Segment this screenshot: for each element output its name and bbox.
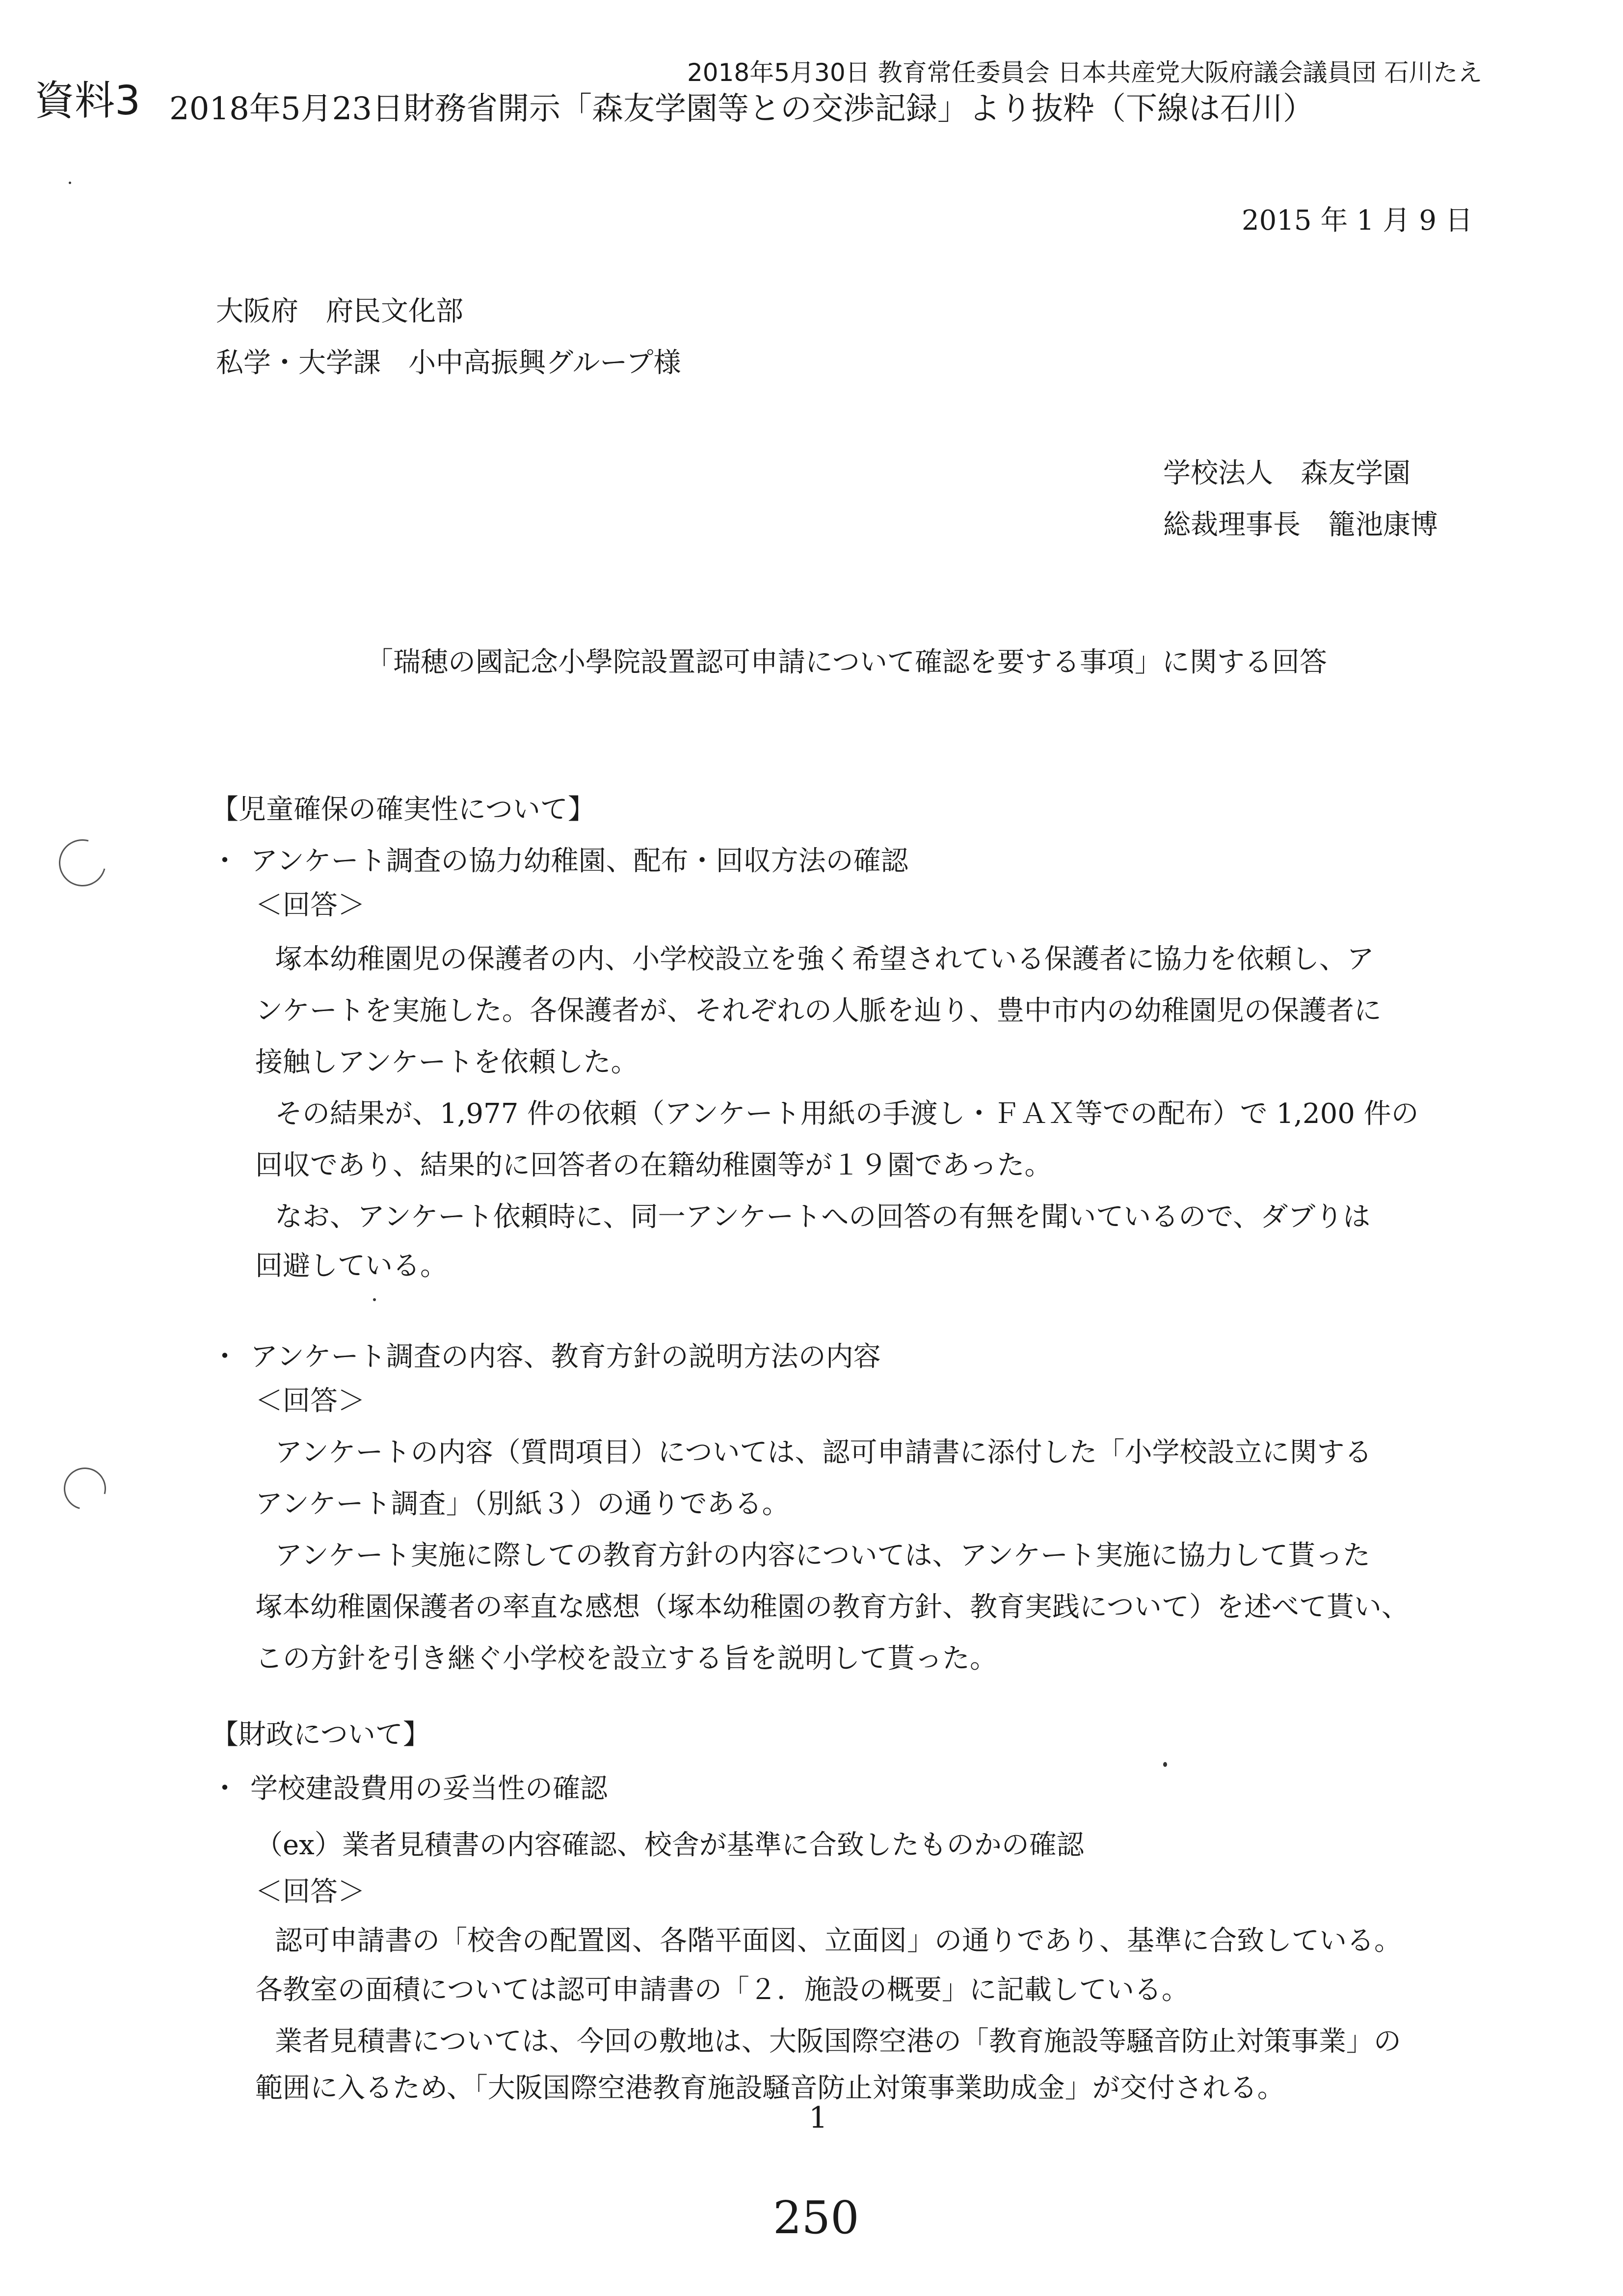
paragraph-line: 認可申請書の「校舎の配置図、各階平面図、立面図」の通りであり、基準に合致している。 [275, 1925, 1402, 1957]
paragraph-line: 範囲に入るため、「大阪国際空港教育施設騒音防止対策事業助成金」が交付される。 [255, 2072, 1285, 2104]
punch-hole-mark [50, 830, 114, 895]
bullet-text: アンケート調査の内容、教育方針の説明方法の内容 [250, 1341, 881, 1373]
bullet-mark: ・ [211, 1341, 239, 1373]
stamp-number: 250 [773, 2191, 859, 2244]
paragraph-line: 接触しアンケートを依頼した。 [255, 1046, 639, 1078]
bullet-mark: ・ [211, 845, 239, 877]
paragraph-line: 塚本幼稚園保護者の率直な感想（塚本幼稚園の教育方針、教育実践について）を述べて貰い、 [255, 1591, 1409, 1623]
answer-label: ＜回答＞ [255, 889, 365, 921]
paragraph-line: この方針を引き継ぐ小学校を設立する旨を説明して貰った。 [255, 1643, 997, 1675]
section-heading-child-enrollment: 【児童確保の確実性について】 [211, 794, 595, 826]
page-number: 1 [809, 2101, 828, 2135]
scan-speck [373, 1298, 376, 1301]
paragraph-line: 各教室の面積については認可申請書の「２．施設の概要」に記載している。 [255, 1974, 1189, 2006]
header-title: 2018年5月23日財務省開示「森友学園等との交渉記録」より抜粋（下線は石川） [169, 91, 1315, 127]
paragraph-line: なお、アンケート依頼時に、同一アンケートへの回答の有無を聞いているので、ダブりは [275, 1201, 1371, 1233]
header-meta: 2018年5月30日 教育常任委員会 日本共産党大阪府議会議員団 石川たえ [687, 58, 1483, 87]
bullet-item [211, 1767, 608, 1806]
sender-org: 学校法人 森友学園 [1163, 457, 1410, 489]
bullet-item [211, 1335, 881, 1374]
paragraph-line: ンケートを実施した。各保護者が、それぞれの人脈を辿り、豊中市内の幼稚園児の保護者に [255, 995, 1382, 1027]
bullet-text: アンケート調査の協力幼稚園、配布・回収方法の確認 [250, 845, 908, 877]
document-label: 資料3 [34, 78, 141, 124]
paragraph-line: アンケート調査」（別紙３）の通りである。 [255, 1488, 790, 1520]
sender-name: 総裁理事長 籠池康博 [1163, 509, 1438, 541]
addressee-line-1: 大阪府 府民文化部 [216, 295, 463, 327]
bullet-mark: ・ [211, 1773, 239, 1805]
paragraph-line: 業者見積書については、今回の敷地は、大阪国際空港の「教育施設等騒音防止対策事業」の [275, 2026, 1401, 2057]
paragraph-line: アンケートの内容（質問項目）については、認可申請書に添付した「小学校設立に関する [275, 1437, 1372, 1468]
bullet-text: 学校建設費用の妥当性の確認 [250, 1773, 608, 1805]
scan-speck [69, 182, 71, 184]
section-heading-finance: 【財政について】 [211, 1719, 430, 1751]
paragraph-line: 回避している。 [255, 1250, 448, 1282]
paragraph-line: 塚本幼稚園児の保護者の内、小学校設立を強く希望されている保護者に協力を依頼し、ア [275, 943, 1374, 975]
paragraph-line: その結果が、1,977 件の依頼（アンケート用紙の手渡し・ＦＡＸ等での配布）で 1,200 件の [275, 1098, 1419, 1130]
sub-item: （ex）業者見積書の内容確認、校舎が基準に合致したものかの確認 [255, 1829, 1084, 1861]
paragraph-line: 回収であり、結果的に回答者の在籍幼稚園等が１９園であった。 [255, 1149, 1052, 1181]
addressee-line-2: 私学・大学課 小中高振興グループ様 [216, 347, 681, 379]
answer-label: ＜回答＞ [255, 1876, 365, 1908]
scan-speck [1163, 1762, 1167, 1767]
answer-label: ＜回答＞ [255, 1385, 365, 1417]
paragraph-line: アンケート実施に際しての教育方針の内容については、アンケート実施に協力して貰った [275, 1540, 1371, 1572]
letter-date: 2015 年 1 月 9 日 [1242, 205, 1473, 237]
bullet-item [211, 839, 908, 879]
punch-hole-mark [56, 1460, 113, 1517]
document-title: 「瑞穂の國記念小學院設置認可申請について確認を要する事項」に関する回答 [366, 646, 1327, 678]
